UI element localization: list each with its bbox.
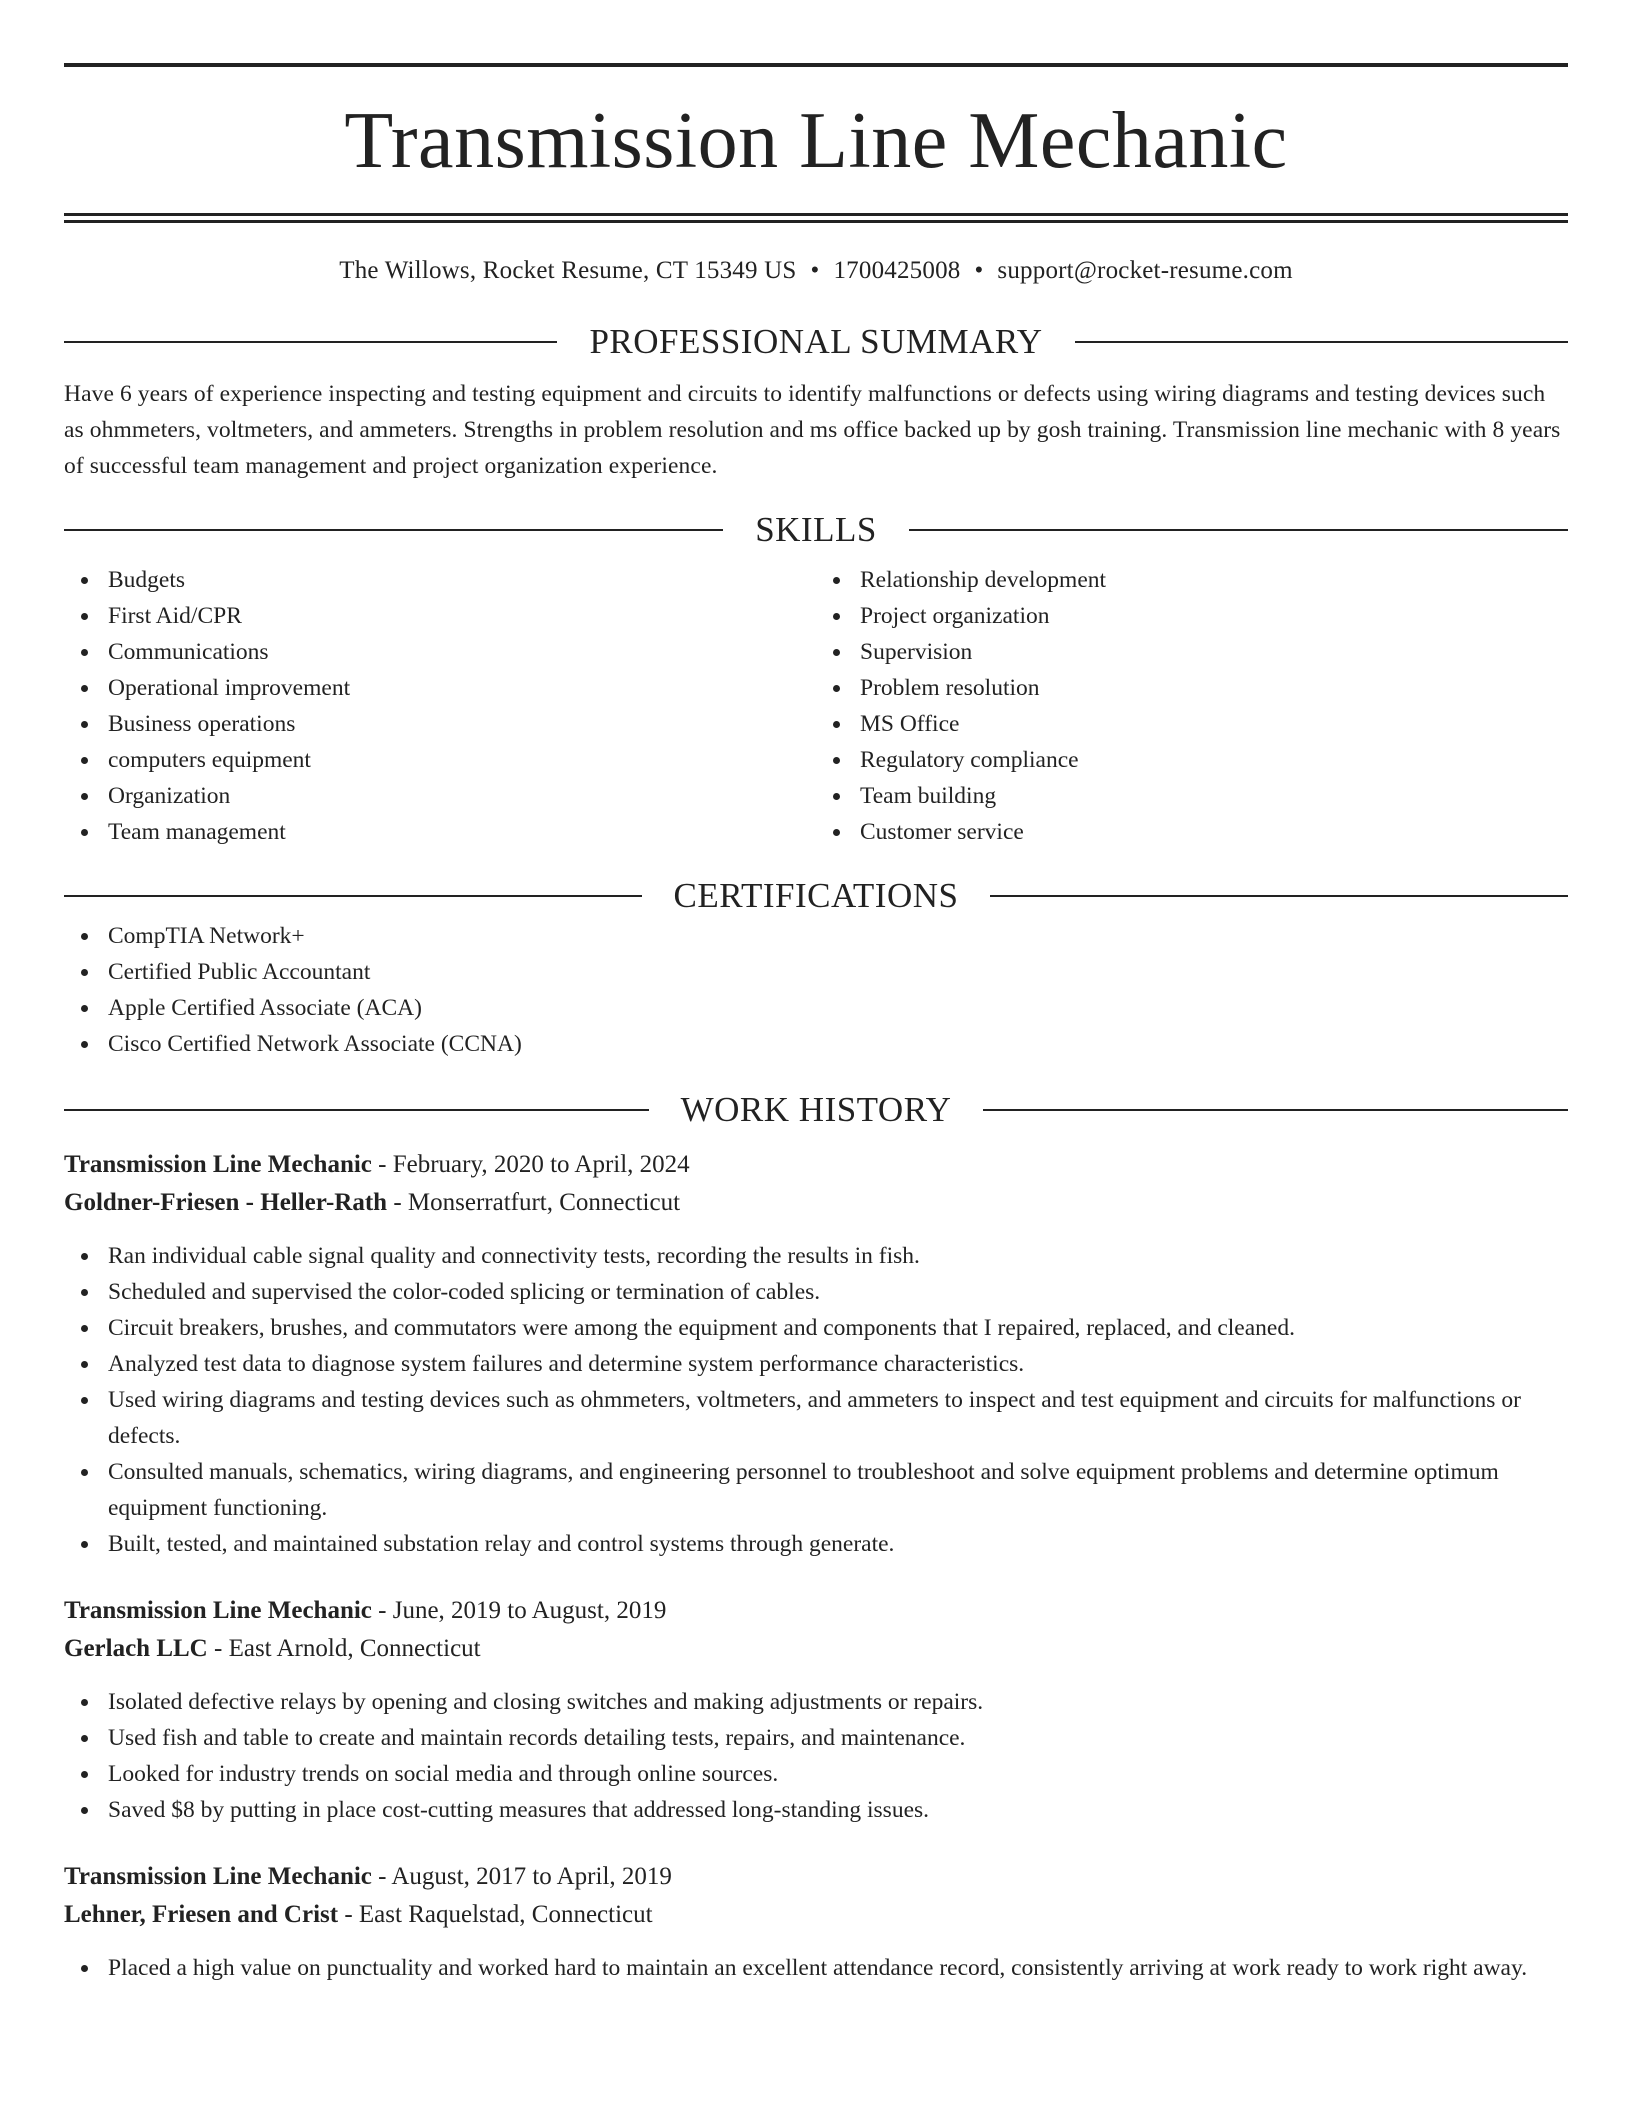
job-company-line xyxy=(64,1896,1568,1934)
divider-line xyxy=(64,529,723,531)
certifications-list xyxy=(64,918,1568,1062)
job-duties xyxy=(64,1684,1568,1828)
double-rule xyxy=(64,213,1568,223)
skills-column-left xyxy=(64,562,816,850)
section-header-skills xyxy=(64,508,1568,552)
job-duty: Looked for industry trends on social media and through online sources. xyxy=(64,1756,1568,1792)
job-entry xyxy=(64,1858,1568,1986)
skill-item: Relationship development xyxy=(816,562,1568,598)
contact-phone: 1700425008 xyxy=(833,257,961,284)
skill-item: Communications xyxy=(64,634,816,670)
section-header-work-history xyxy=(64,1088,1568,1132)
job-duty: Ran individual cable signal quality and connectivity tests, recording the results in fish. xyxy=(64,1238,1568,1274)
certification-item: Apple Certified Associate (ACA) xyxy=(64,990,1568,1026)
divider-line xyxy=(983,1109,1568,1111)
section-title: CERTIFICATIONS xyxy=(673,876,959,915)
summary-text: Have 6 years of experience inspecting and testing equipment and circuits to identify malfunctions or defects using wiring diagrams and testing devices such as ohmmeters, voltmeters, and ammeters. Strengths in problem resolution and ms office backed up by gosh training. Transmission line mechanic with 8 years of successful team management and project organization experience. xyxy=(64,381,1561,479)
job-location: - Monserratfurt, Connecticut xyxy=(387,1189,681,1216)
job-company: Lehner, Friesen and Crist xyxy=(64,1901,339,1928)
job-duty: Consulted manuals, schematics, wiring diagrams, and engineering personnel to troubleshoot and solve equipment problems and determine optimum equipment functioning. xyxy=(64,1454,1568,1526)
job-duty: Used fish and table to create and maintain records detailing tests, repairs, and maintenance. xyxy=(64,1720,1568,1756)
job-dates: - June, 2019 to August, 2019 xyxy=(371,1597,667,1624)
skill-item: Supervision xyxy=(816,634,1568,670)
skill-item: Regulatory compliance xyxy=(816,742,1568,778)
contact-address: The Willows, Rocket Resume, CT 15349 US xyxy=(339,257,797,284)
job-duties xyxy=(64,1238,1568,1562)
contact-separator: • xyxy=(974,257,984,284)
job-duty: Isolated defective relays by opening and closing switches and making adjustments or repairs. xyxy=(64,1684,1568,1720)
skill-item: Team building xyxy=(816,778,1568,814)
divider-line xyxy=(909,529,1568,531)
job-company: Goldner-Friesen - Heller-Rath xyxy=(64,1189,388,1216)
job-duty: Analyzed test data to diagnose system failures and determine system performance characteristics. xyxy=(64,1346,1568,1382)
contact-line xyxy=(64,256,1568,286)
skill-item: Budgets xyxy=(64,562,816,598)
job-title-line xyxy=(64,1592,1568,1630)
resume-page xyxy=(64,0,1568,1986)
skill-item: Customer service xyxy=(816,814,1568,850)
divider-line xyxy=(64,1109,649,1111)
job-company: Gerlach LLC xyxy=(64,1635,208,1662)
skill-item: Business operations xyxy=(64,706,816,742)
contact-email: support@rocket-resume.com xyxy=(997,257,1293,284)
job-entry xyxy=(64,1592,1568,1828)
job-duty: Circuit breakers, brushes, and commutators were among the equipment and components that I repaired, replaced, and cleaned. xyxy=(64,1310,1568,1346)
skills-column-right xyxy=(816,562,1568,850)
job-location: - East Arnold, Connecticut xyxy=(207,1635,481,1662)
job-title: Transmission Line Mechanic xyxy=(64,1863,372,1890)
resume-name: Transmission Line Mechanic xyxy=(344,97,1288,185)
job-title-line xyxy=(64,1858,1568,1896)
divider-line xyxy=(990,895,1568,897)
job-title: Transmission Line Mechanic xyxy=(64,1151,372,1178)
certification-item: Certified Public Accountant xyxy=(64,954,1568,990)
job-company-line xyxy=(64,1630,1568,1668)
skill-item: Organization xyxy=(64,778,816,814)
job-title-line xyxy=(64,1146,1568,1184)
divider-line xyxy=(64,895,642,897)
job-duty: Scheduled and supervised the color-coded splicing or termination of cables. xyxy=(64,1274,1568,1310)
skill-item: Team management xyxy=(64,814,816,850)
job-entry xyxy=(64,1146,1568,1562)
job-dates: - February, 2020 to April, 2024 xyxy=(371,1151,690,1178)
job-duty: Saved $8 by putting in place cost-cutting measures that addressed long-standing issues. xyxy=(64,1792,1568,1828)
section-title: PROFESSIONAL SUMMARY xyxy=(589,322,1043,361)
section-header-certifications xyxy=(64,874,1568,918)
job-duty: Placed a high value on punctuality and worked hard to maintain an excellent attendance record, consistently arriving at work ready to work right away. xyxy=(64,1950,1568,1986)
top-rule xyxy=(64,63,1568,67)
skill-item: Project organization xyxy=(816,598,1568,634)
section-title: WORK HISTORY xyxy=(680,1090,952,1129)
job-title: Transmission Line Mechanic xyxy=(64,1597,372,1624)
section-title: SKILLS xyxy=(755,510,877,549)
contact-separator: • xyxy=(810,257,820,284)
job-dates: - August, 2017 to April, 2019 xyxy=(371,1863,672,1890)
divider-line xyxy=(64,341,557,343)
job-duty: Built, tested, and maintained substation relay and control systems through generate. xyxy=(64,1526,1568,1562)
job-company-line xyxy=(64,1184,1568,1222)
skill-item: First Aid/CPR xyxy=(64,598,816,634)
job-duties xyxy=(64,1950,1568,1986)
certification-item: CompTIA Network+ xyxy=(64,918,1568,954)
section-header-summary xyxy=(64,320,1568,364)
skills-list xyxy=(64,562,1568,850)
skill-item: MS Office xyxy=(816,706,1568,742)
skill-item: Problem resolution xyxy=(816,670,1568,706)
skill-item: Operational improvement xyxy=(64,670,816,706)
skill-item: computers equipment xyxy=(64,742,816,778)
certification-item: Cisco Certified Network Associate (CCNA) xyxy=(64,1026,1568,1062)
divider-line xyxy=(1075,341,1568,343)
job-duty: Used wiring diagrams and testing devices such as ohmmeters, voltmeters, and ammeters to inspect and test equipment and circuits for malfunctions or defects. xyxy=(64,1382,1568,1454)
job-location: - East Raquelstad, Connecticut xyxy=(338,1901,653,1928)
